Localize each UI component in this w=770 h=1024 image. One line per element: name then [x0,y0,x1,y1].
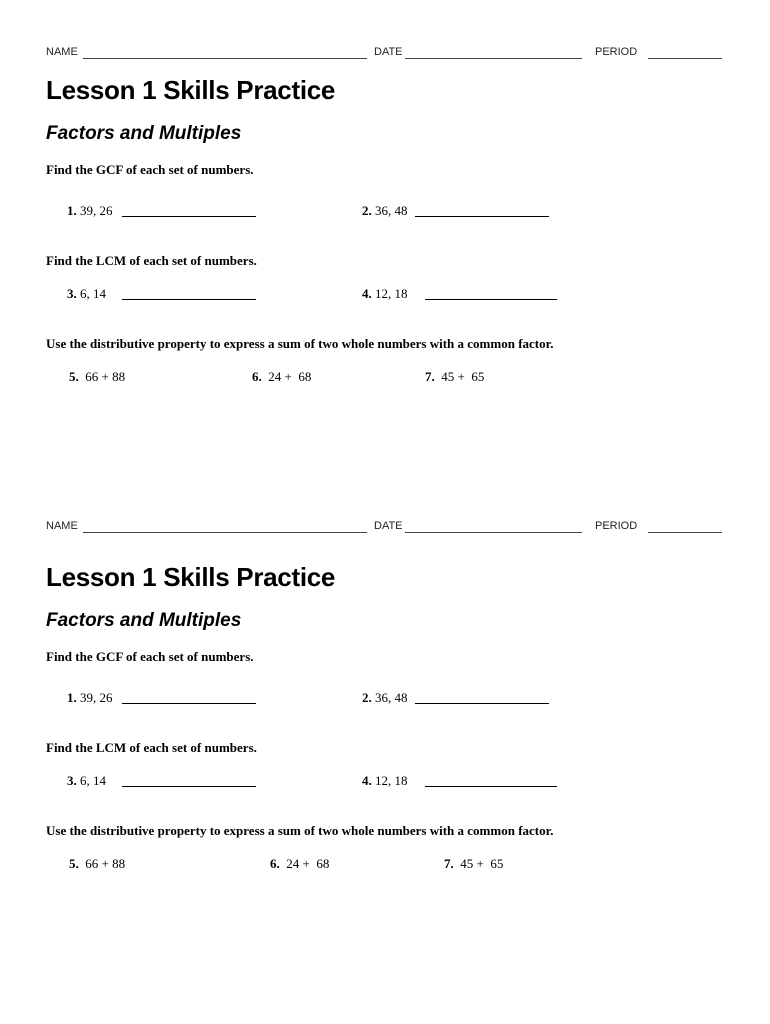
distributive-directions: Use the distributive property to express a sum of two whole numbers with a common factor. [46,823,554,838]
problem-number: 2. [362,690,372,705]
problem-text: 6, 14 [76,773,106,788]
worksheet-bottom [0,474,770,954]
period-label: PERIOD [595,46,638,58]
problem-6 [252,369,311,385]
period-label: PERIOD [595,520,638,532]
problem-text: 39, 26 [76,203,113,218]
date-field[interactable] [405,532,582,533]
date-field[interactable] [405,58,582,59]
date-label: DATE [374,46,403,58]
name-label: NAME [46,46,78,58]
date-label: DATE [374,520,403,532]
problem-number: 4. [362,286,372,301]
problem-7 [444,856,503,872]
answer-blank-1[interactable] [122,216,256,217]
lcm-directions: Find the LCM of each set of numbers. [46,253,257,268]
problem-6 [270,856,329,872]
problem-3 [67,773,106,789]
problem-text: 45 + 65 [434,369,485,384]
page-title: Lesson 1 Skills Practice [46,75,336,105]
problem-number: 5. [69,856,79,871]
problem-number: 3. [67,286,77,301]
problem-text: 45 + 65 [453,856,504,871]
problem-text: 66 + 88 [78,856,126,871]
problem-4 [362,773,408,789]
lcm-directions: Find the LCM of each set of numbers. [46,740,257,755]
answer-blank-4[interactable] [425,299,557,300]
problem-2 [362,203,408,219]
problem-4 [362,286,408,302]
problem-7 [425,369,484,385]
page-title: Lesson 1 Skills Practice [46,562,336,592]
problem-text: 39, 26 [76,690,113,705]
period-field[interactable] [648,58,722,59]
problem-number: 2. [362,203,372,218]
header-row [0,46,770,64]
problem-text: 24 + 68 [261,369,312,384]
problem-3 [67,286,106,302]
problem-5 [69,856,125,872]
problem-number: 7. [444,856,454,871]
problem-number: 7. [425,369,435,384]
answer-blank-2[interactable] [415,216,549,217]
answer-blank-3[interactable] [122,786,256,787]
problem-number: 6. [252,369,262,384]
problem-text: 24 + 68 [279,856,330,871]
gcf-directions: Find the GCF of each set of numbers. [46,162,254,177]
problem-number: 4. [362,773,372,788]
problem-text: 66 + 88 [78,369,126,384]
problem-text: 36, 48 [371,690,408,705]
problem-1 [67,203,113,219]
problem-number: 1. [67,203,77,218]
name-label: NAME [46,520,78,532]
problem-1 [67,690,113,706]
problem-text: 12, 18 [371,286,408,301]
problem-text: 6, 14 [76,286,106,301]
period-field[interactable] [648,532,722,533]
answer-blank-4[interactable] [425,786,557,787]
header-row [0,520,770,538]
page-subtitle: Factors and Multiples [46,123,242,144]
problem-text: 12, 18 [371,773,408,788]
problem-number: 5. [69,369,79,384]
distributive-directions: Use the distributive property to express a sum of two whole numbers with a common factor. [46,336,554,351]
name-field[interactable] [83,58,367,59]
problem-text: 36, 48 [371,203,408,218]
page-subtitle: Factors and Multiples [46,610,242,631]
answer-blank-3[interactable] [122,299,256,300]
name-field[interactable] [83,532,367,533]
problem-number: 1. [67,690,77,705]
gcf-directions: Find the GCF of each set of numbers. [46,649,254,664]
problem-number: 3. [67,773,77,788]
problem-number: 6. [270,856,280,871]
answer-blank-2[interactable] [415,703,549,704]
worksheet-top [0,0,770,480]
problem-2 [362,690,408,706]
problem-5 [69,369,125,385]
answer-blank-1[interactable] [122,703,256,704]
